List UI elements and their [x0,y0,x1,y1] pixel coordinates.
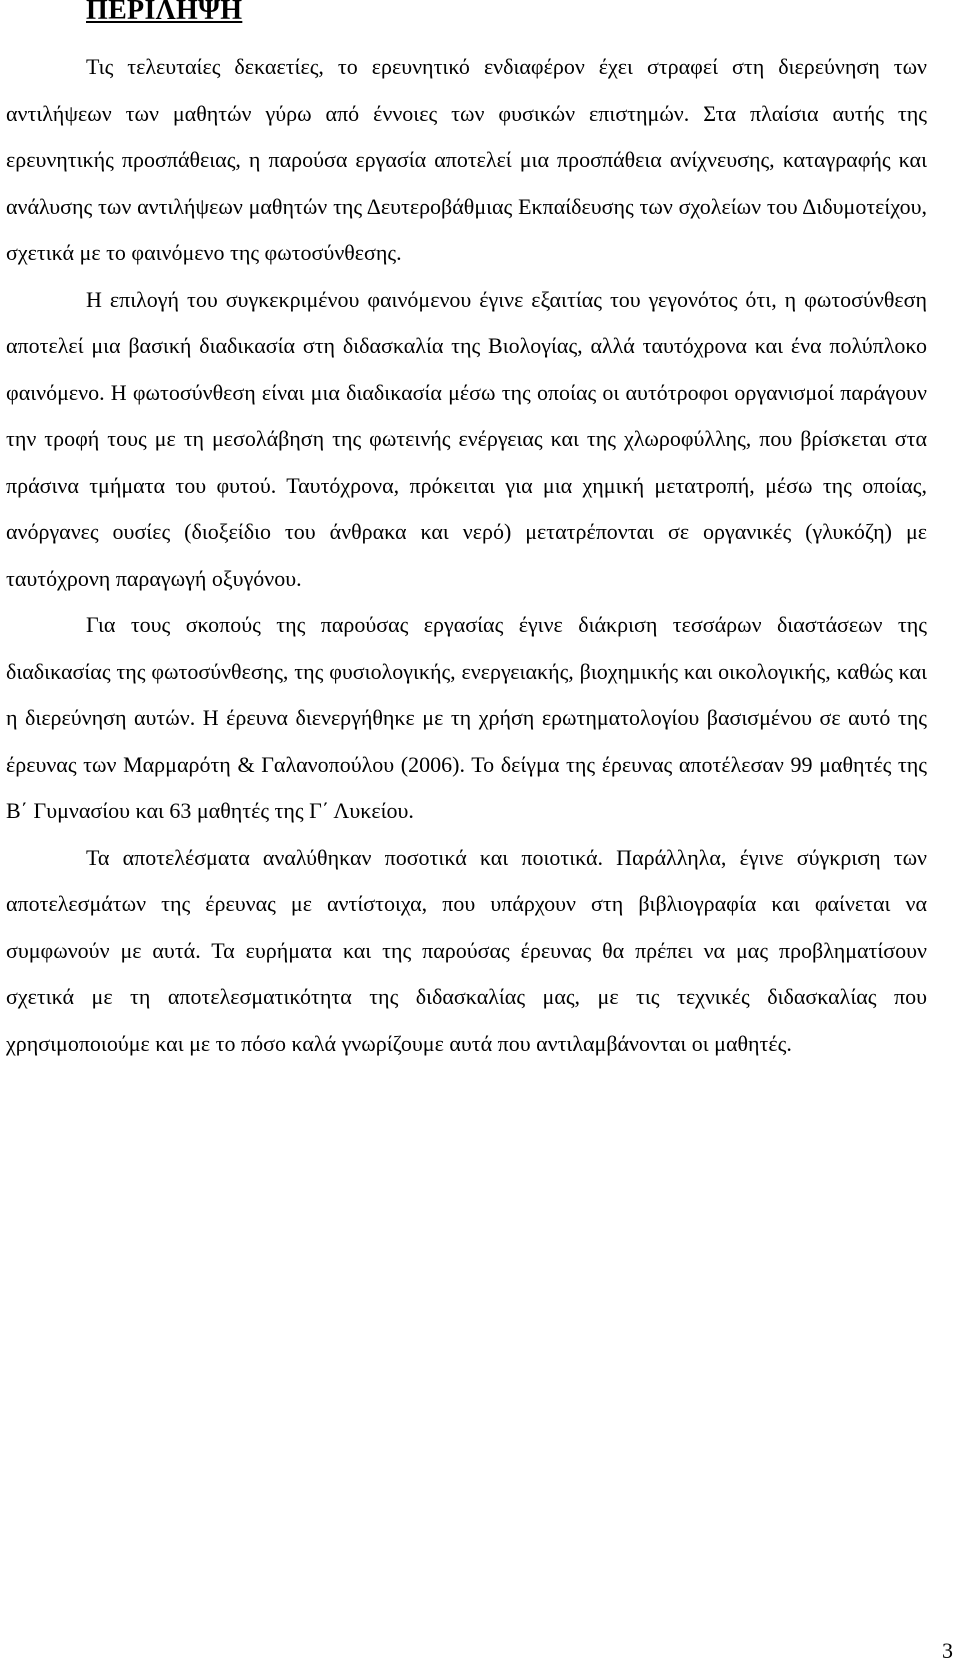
page-title: ΠΕΡΙΛΗΨΗ [86,0,243,26]
page-number: 3 [942,1638,953,1663]
abstract-body [6,44,927,1067]
paragraph-2: Η επιλογή του συγκεκριμένου φαινόμενου έγινε εξαιτίας του γεγονότος ότι, η φωτοσύνθεση αποτελεί μια βασική διαδικασία στη διδασκαλία της Βιολογίας, αλλά ταυτόχρονα και ένα πολύπλοκο φαινόμενο. Η φωτοσύνθεση είναι μια διαδικασία μέσω της οποίας οι αυτότροφοι οργανισμοί παράγουν την τροφή τους με τη μεσολάβηση της φωτεινής ενέργειας και της χλωροφύλλης, που βρίσκεται στα πράσινα τμήματα του φυτού. Ταυτόχρονα, πρόκειται για μια χημική μετατροπή, μέσω της οποίας, ανόργανες ουσίες (διοξείδιο του άνθρακα και νερό) μετατρέπονται σε οργανικές (γλυκόζη) με ταυτόχρονη παραγωγή οξυγόνου. [6,286,927,591]
paragraph-4: Τα αποτελέσματα αναλύθηκαν ποσοτικά και ποιοτικά. Παράλληλα, έγινε σύγκριση των αποτελεσμάτων της έρευνας με αντίστοιχα, που υπάρχουν στη βιβλιογραφία και φαίνεται να συμφωνούν με αυτά. Τα ευρήματα και της παρούσας έρευνας θα πρέπει να μας προβληματίσουν σχετικά με τη αποτελεσματικότητα της διδασκαλίας μας, με τις τεχνικές διδασκαλίας που χρησιμοποιούμε και με το πόσο καλά γνωρίζουμε αυτά που αντιλαμβάνονται οι μαθητές. [6,844,927,1056]
paragraph-1: Τις τελευταίες δεκαετίες, το ερευνητικό ενδιαφέρον έχει στραφεί στη διερεύνηση των αντιλήψεων των μαθητών γύρω από έννοιες των φυσικών επιστημών. Στα πλαίσια αυτής της ερευνητικής προσπάθειας, η παρούσα εργασία αποτελεί μια προσπάθεια ανίχνευσης, καταγραφής και ανάλυσης των αντιλήψεων μαθητών της Δευτεροβάθμιας Εκπαίδευσης των σχολείων του Διδυμοτείχου, σχετικά με το φαινόμενο της φωτοσύνθεσης. [6,54,927,265]
paragraph-3: Για τους σκοπούς της παρούσας εργασίας έγινε διάκριση τεσσάρων διαστάσεων της διαδικασίας της φωτοσύνθεσης, της φυσιολογικής, ενεργειακής, βιοχημικής και οικολογικής, καθώς και η διερεύνηση αυτών. Η έρευνα διενεργήθηκε με τη χρήση ερωτηματολογίου βασισμένου σε αυτό της έρευνας των Μαρμαρότη & Γαλανοπούλου (2006). Το δείγμα της έρευνας αποτέλεσαν 99 μαθητές της Β΄ Γυμνασίου και 63 μαθητές της Γ΄ Λυκείου. [6,612,927,823]
